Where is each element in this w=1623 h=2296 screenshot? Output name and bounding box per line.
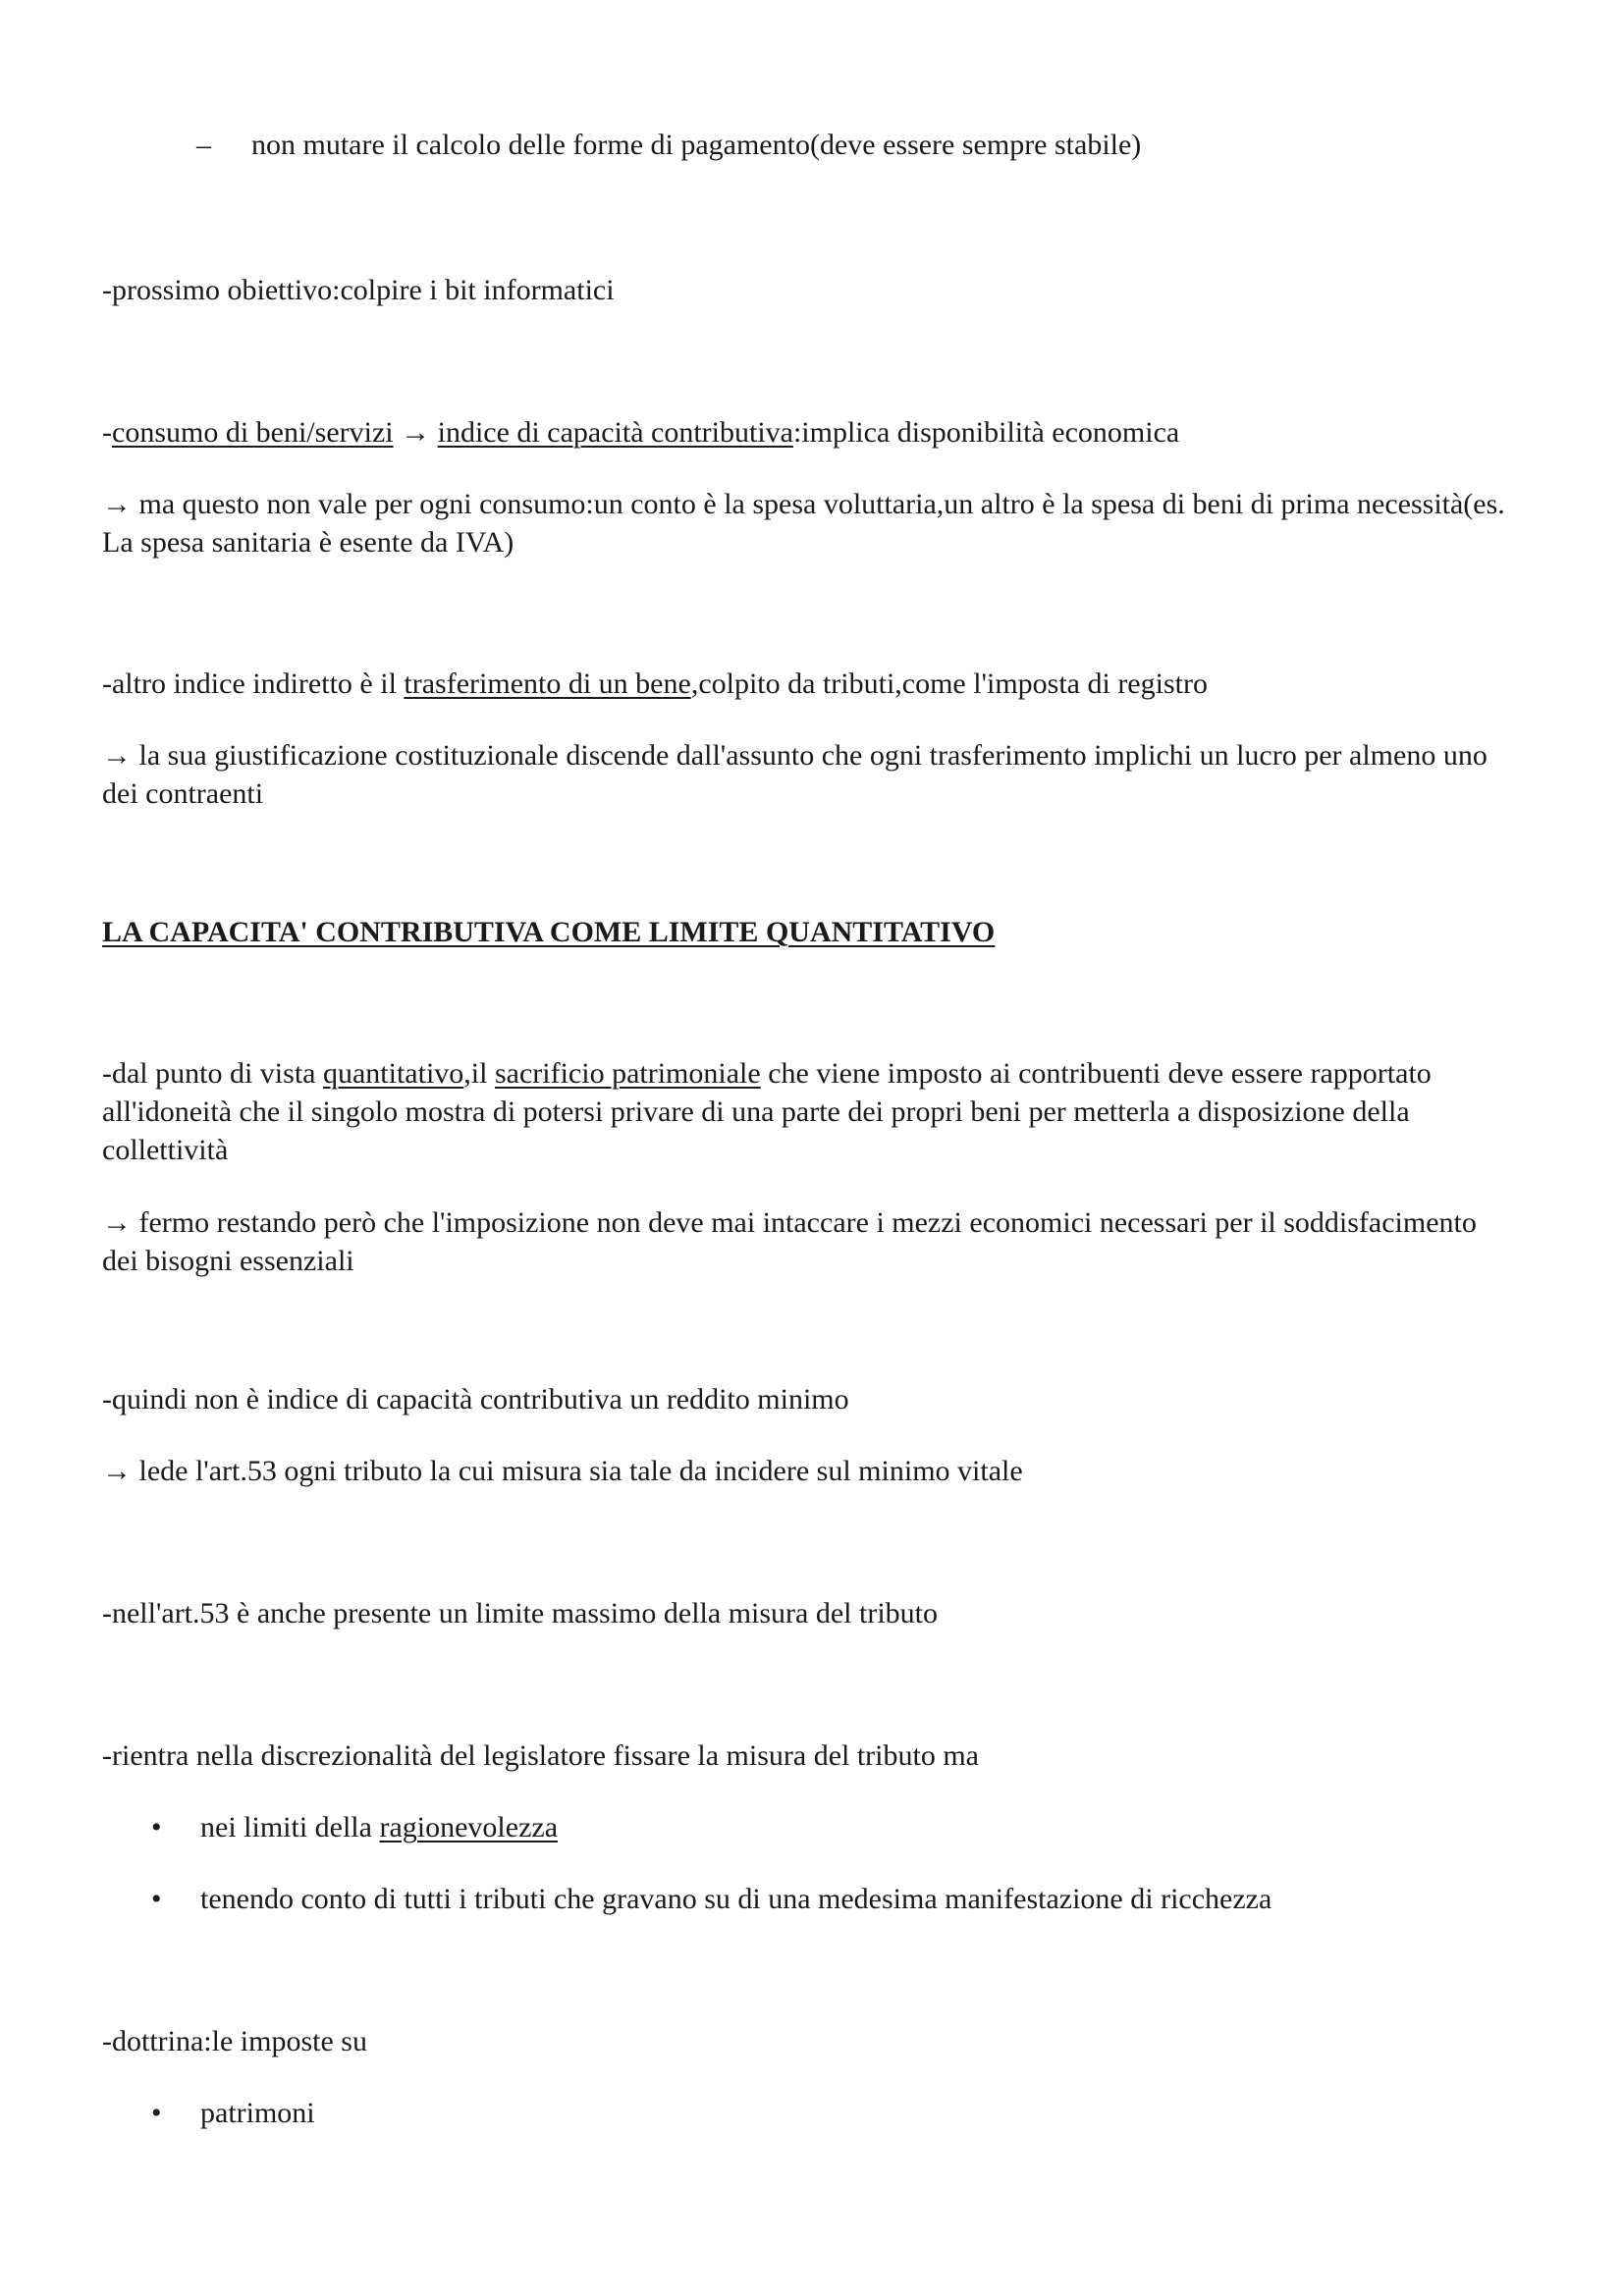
text-fragment: ,il [463, 1057, 495, 1090]
paragraph-consumo [102, 413, 1516, 452]
bullet-marker: • [151, 1811, 162, 1843]
paragraph-prossimo-obiettivo: -prossimo obiettivo:colpire i bit informatici [102, 274, 615, 306]
paragraph-reddito-minimo: -quindi non è indice di capacità contributiva un reddito minimo [102, 1383, 849, 1415]
dash-item-text: non mutare il calcolo delle forme di pagamento(deve essere sempre stabile) [251, 129, 1142, 161]
text-fragment: nei limiti della [200, 1811, 380, 1843]
bullet-item-text [200, 1808, 558, 1846]
underlined-term-consumo: consumo di beni/servizi [112, 416, 394, 449]
paragraph-fermo-restando: → fermo restando però che l'imposizione non deve mai intaccare i mezzi economici necessari per il soddisfacimento dei bisogni essenziali [102, 1206, 1477, 1277]
dash-marker: – [196, 129, 211, 161]
paragraph-giustificazione: → la sua giustificazione costituzionale discende dall'assunto che ogni trasferimento implichi un lucro per almeno uno dei contraenti [102, 739, 1488, 810]
text-fragment: che viene imposto ai contribuenti deve essere rapportato all'idoneità che il singolo mostra di potersi privare di una parte dei propri beni per metterla a disposizione della collettività [102, 1057, 1432, 1166]
text-fragment: :implica disponibilità economica [792, 416, 1180, 449]
bullet-list-item [0, 1808, 1623, 1846]
bullet-marker: • [151, 2097, 162, 2129]
paragraph-dottrina: -dottrina:le imposte su [102, 2025, 367, 2057]
text-fragment: -dal punto di vista [102, 1057, 323, 1090]
text-fragment: ,colpito da tributi,come l'imposta di registro [690, 667, 1208, 700]
paragraph-trasferimento [102, 665, 1516, 703]
bullet-item-text: tenendo conto di tutti i tributi che gravano su di una medesima manifestazione di ricchezza [200, 1883, 1272, 1915]
underlined-term-ragionevolezza: ragionevolezza [379, 1811, 559, 1843]
paragraph-quantitativo [102, 1054, 1516, 1169]
underlined-term-trasferimento: trasferimento di un bene [404, 667, 691, 700]
section-heading: LA CAPACITA' CONTRIBUTIVA COME LIMITE QUANTITATIVO [102, 916, 996, 948]
paragraph-consumo-note: → ma questo non vale per ogni consumo:un conto è la spesa voluttaria,un altro è la spesa di beni di prima necessità(es. La spesa sanitaria è esente da IVA) [102, 488, 1505, 559]
paragraph-minimo-vitale: → lede l'art.53 ogni tributo la cui misura sia tale da incidere sul minimo vitale [102, 1455, 1023, 1487]
underlined-term-indice: indice di capacità contributiva [437, 416, 793, 449]
underlined-term-quantitativo: quantitativo [322, 1057, 464, 1090]
bullet-list-item [0, 1880, 1623, 1918]
bullet-item-text: patrimoni [200, 2097, 315, 2129]
bullet-marker: • [151, 1883, 162, 1915]
paragraph-limite-massimo: -nell'art.53 è anche presente un limite massimo della misura del tributo [102, 1597, 938, 1629]
underlined-term-sacrificio: sacrificio patrimoniale [494, 1057, 761, 1090]
text-fragment: - [102, 416, 112, 449]
paragraph-discrezionalita: -rientra nella discrezionalità del legislatore fissare la misura del tributo ma [102, 1739, 979, 1772]
dash-list-item [0, 126, 1623, 164]
bullet-list-item [0, 2094, 1623, 2132]
arrow-glyph: → [393, 416, 438, 449]
text-fragment: -altro indice indiretto è il [102, 667, 405, 700]
